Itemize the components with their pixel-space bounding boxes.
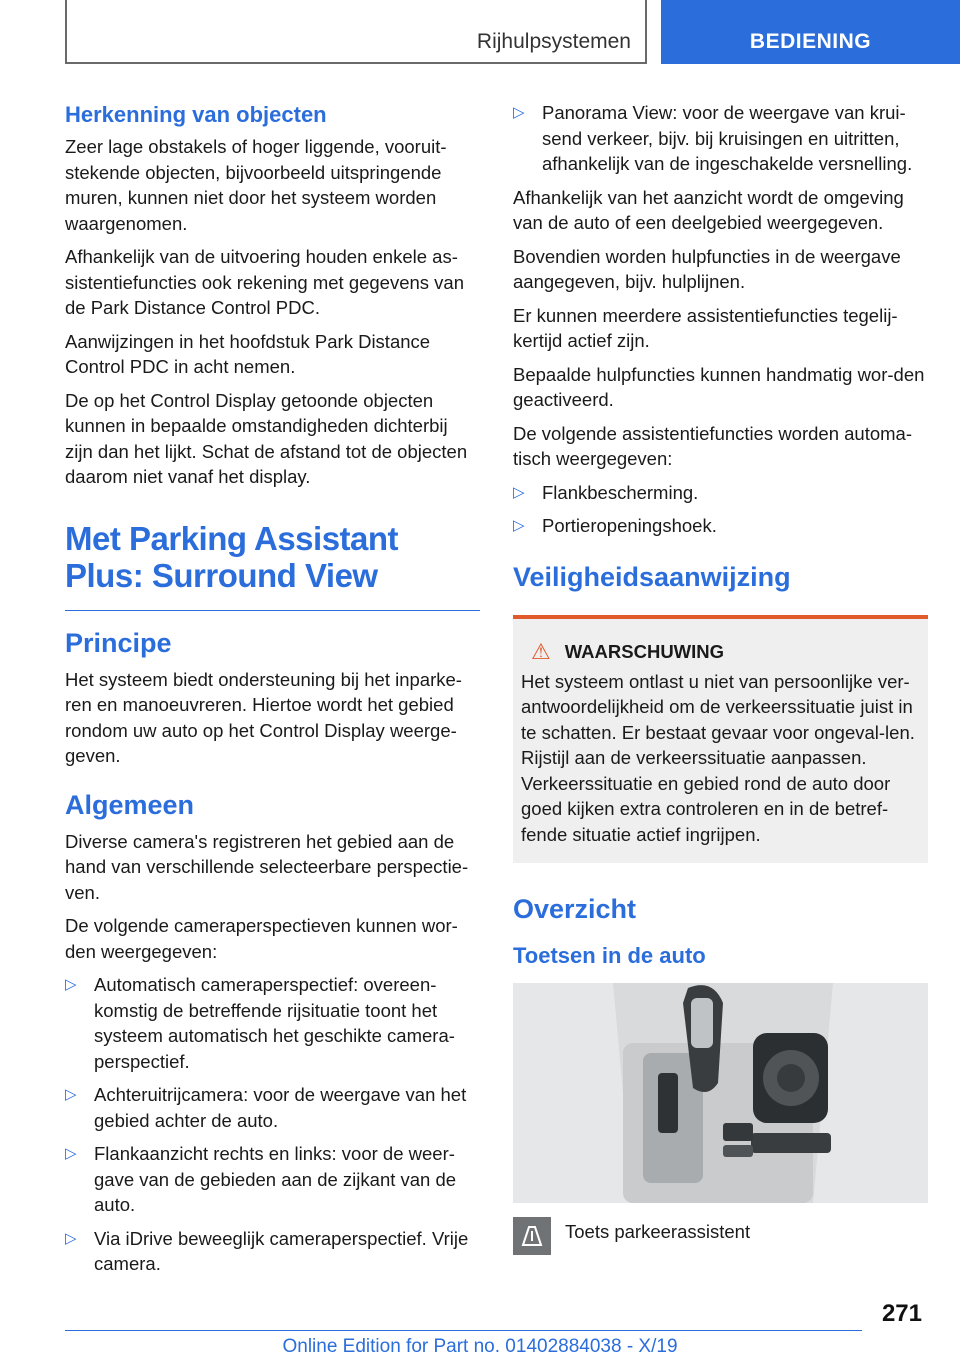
triangle-bullet-icon: ▷ [65,1229,77,1247]
footer-divider [65,1330,862,1331]
camera-perspective-list [65,972,480,1277]
list-item: ▷ Portieropeningshoek. [513,513,928,539]
list-item: ▷ Achteruitrijcamera: voor de weergave van het gebied achter de auto. [65,1084,467,1131]
list-item: ▷ Automatisch cameraperspectief: overeen-komstig de betreffende rijsituatie toont het systeem automatisch het geschikte camera-perspectief. [65,974,455,1072]
list-item: ▷ Flankbescherming. [513,480,928,506]
auto-functions-list [513,480,928,539]
parking-assistant-label: Toets parkeerassistent [565,1221,751,1242]
list-item: ▷ Via iDrive beweeglijk cameraperspectief. Vrije camera. [65,1227,469,1274]
heading-overzicht: Overzicht [513,894,637,924]
warning-text: Het systeem ontlast u niet van persoonlijke ver-antwoordelijkheid om de verkeerssituatie juist in te schatten. Er bestaat gevaar voor ongeval-len. Rijstijl aan de verkeerssituatie aanpassen. Verkeerssituatie en gebied rond de auto door goed kijken extra controleren en in de betref-fende situatie actief ingrijpen. [521,670,915,845]
left-column [65,100,480,1285]
paragraph: Bepaalde hulpfuncties kunnen handmatig wor-den geactiveerd. [513,363,925,410]
paragraph: Afhankelijk van de uitvoering houden enkele as-sistentiefuncties ook rekening met gegevens van de Park Distance Control PDC. [65,246,465,318]
paragraph: De op het Control Display getoonde objecten kunnen in bepaalde omstandigheden dichterbij zijn dan het lijkt. Schat de afstand tot de objecten daarom niet vanaf het display. [65,389,468,487]
header-chapter-tab [661,0,960,64]
header-section-title: Rijhulpsystemen [476,30,631,53]
heading-object-detection: Herkenning van objecten [65,102,327,127]
triangle-bullet-icon: ▷ [65,1086,77,1103]
header-section-box [65,0,647,64]
paragraph: Afhankelijk van het aanzicht wordt de omgeving van de auto of een deelgebied weergegeven. [513,186,904,233]
warning-title: ⚠ WAARSCHUWING [531,638,725,664]
triangle-bullet-icon: ▷ [513,517,525,534]
warning-box [513,615,928,864]
heading-surround-view: Met Parking Assistant Plus: Surround View [65,520,480,611]
paragraph: Diverse camera's registreren het gebied aan de hand van verschillende selecteerbare perspectie-ven. [65,830,469,903]
camera-perspective-list-continued [513,100,928,177]
heading-principe: Principe [65,627,172,658]
paragraph: De volgende cameraperspectieven kunnen wor-den weergegeven: [65,915,458,962]
paragraph: Bovendien worden hulpfuncties in de weergave aangegeven, bijv. hulplijnen. [513,245,901,292]
triangle-bullet-icon: ▷ [65,976,77,993]
paragraph: Aanwijzingen in het hoofdstuk Park Distance Control PDC in acht nemen. [65,330,431,377]
center-console-image [513,983,928,1203]
center-console-illustration [513,983,928,1203]
triangle-bullet-icon: ▷ [513,104,525,121]
heading-algemeen: Algemeen [65,789,195,820]
list-item: ▷ Panorama View: voor de weergave van krui-send verkeer, bijv. bij kruisingen en uitritten, afhankelijk van de ingeschakelde versnelling. [513,102,913,174]
triangle-bullet-icon: ▷ [513,483,525,501]
paragraph: Er kunnen meerdere assistentiefuncties tegelij-kertijd actief zijn. [513,304,898,351]
paragraph: Zeer lage obstakels of hoger liggende, vooruit-stekende objecten, bijvoorbeeld uitspringende muren, kunnen niet door het systeem worden waargenomen. [65,136,447,234]
page-number: 271 [881,1300,922,1327]
right-column [513,100,928,1255]
header-chapter-label: BEDIENING [749,30,872,53]
warning-triangle-icon: ⚠ [531,638,551,664]
heading-safety: Veiligheidsaanwijzing [513,561,791,592]
parking-assistant-button-legend [513,1217,928,1255]
list-item: ▷ Flankaanzicht rechts en links: voor de weer-gave van de gebieden aan de zijkant van de auto. [65,1143,457,1215]
paragraph: De volgende assistentiefuncties worden automa-tisch weergegeven: [513,422,913,469]
parking-assistant-icon [513,1217,551,1255]
footer-edition: Online Edition for Part no. 01402884038 - X/19 [282,1336,678,1357]
triangle-bullet-icon: ▷ [65,1145,77,1162]
heading-toetsen: Toetsen in de auto [513,943,706,968]
paragraph: Het systeem biedt ondersteuning bij het inparke-ren en manoeuvreren. Hiertoe wordt het gebied rondom uw auto op het Control Display weerge-geven. [65,668,462,766]
